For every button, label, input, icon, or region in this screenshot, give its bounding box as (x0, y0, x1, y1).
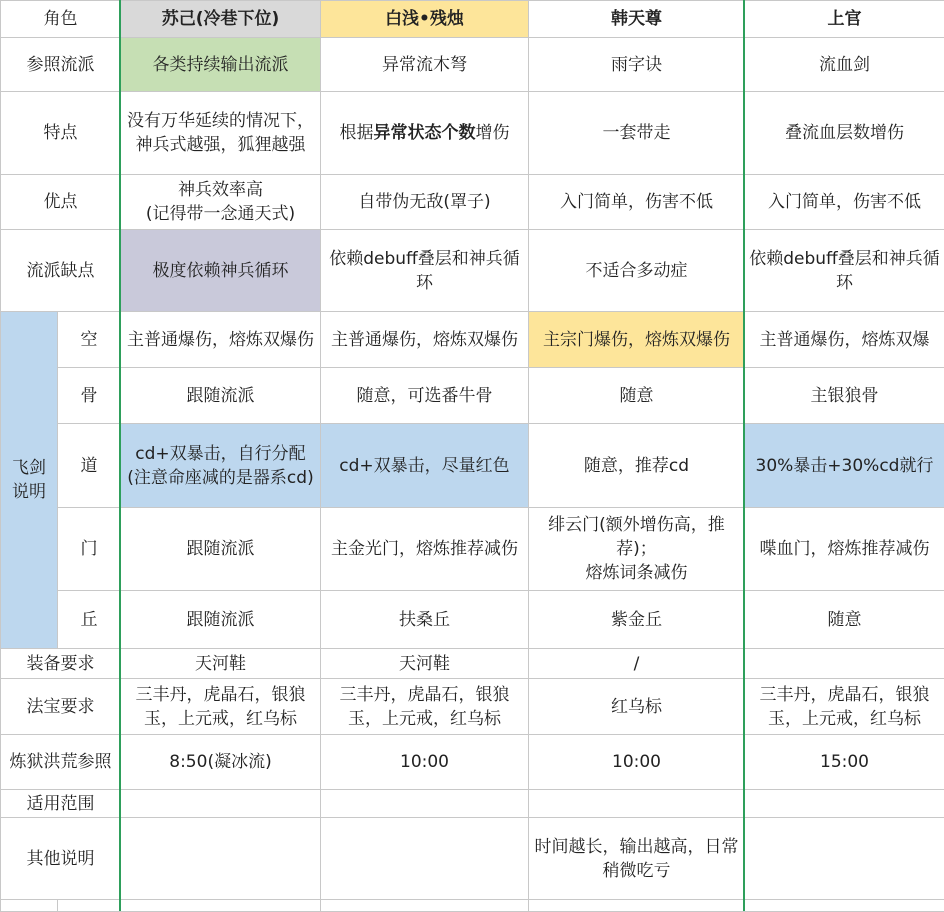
row-label[interactable]: 装备要求 (1, 649, 121, 679)
header-label: 角色 (44, 9, 78, 29)
row-feature (1, 92, 944, 175)
cell[interactable] (745, 818, 944, 900)
cell[interactable]: 一套带走 (529, 92, 745, 175)
cell[interactable] (321, 818, 529, 900)
cell[interactable] (321, 790, 529, 818)
cell[interactable]: 跟随流派 (121, 591, 321, 649)
cell[interactable] (745, 790, 944, 818)
row-scope (1, 790, 944, 818)
sub-label[interactable]: 门 (58, 508, 121, 591)
row-sword-dao (1, 424, 944, 508)
row-label[interactable]: 参照流派 (1, 38, 121, 92)
cell-line: 熔炼词条减伤 (533, 561, 740, 585)
cell[interactable]: 天河鞋 (321, 649, 529, 679)
cell[interactable]: / (529, 649, 745, 679)
sub-label[interactable]: 丘 (58, 591, 121, 649)
row-label[interactable]: 其他说明 (1, 818, 121, 900)
row-label[interactable]: 炼狱洪荒参照 (1, 735, 121, 790)
cell[interactable] (58, 900, 121, 912)
cell[interactable]: 随意 (745, 591, 944, 649)
cell[interactable]: 各类持续输出流派 (121, 38, 321, 92)
row-treasure (1, 679, 944, 735)
cell[interactable]: 紫金丘 (529, 591, 745, 649)
cell[interactable] (529, 790, 745, 818)
row-school (1, 38, 944, 92)
cell[interactable] (321, 92, 529, 175)
cell[interactable]: 时间越长，输出越高，日常稍微吃亏 (529, 818, 745, 900)
cell-line: (记得带一念通天式) (125, 202, 316, 226)
cell[interactable] (121, 790, 321, 818)
cell[interactable] (745, 900, 944, 912)
row-label[interactable]: 优点 (1, 175, 121, 230)
cell[interactable]: 15:00 (745, 735, 944, 790)
header-character-2[interactable]: 白浅•残烛 (321, 1, 529, 38)
header-row (1, 1, 944, 38)
cell[interactable] (121, 818, 321, 900)
cell[interactable]: 10:00 (321, 735, 529, 790)
cell[interactable]: 30%暴击+30%cd就行 (745, 424, 944, 508)
row-sword-gu (1, 368, 944, 424)
cell-line: 神兵效率高 (125, 178, 316, 202)
cell[interactable]: 自带伪无敌(罩子) (321, 175, 529, 230)
header-character-4[interactable]: 上官 (745, 1, 944, 38)
cell-line: 绯云门(额外增伤高，推荐)； (533, 513, 740, 561)
cell[interactable] (529, 508, 745, 591)
cell[interactable]: 依赖debuff叠层和神兵循环 (321, 230, 529, 312)
cell[interactable]: 主普通爆伤，熔炼双爆 (745, 312, 944, 368)
cell[interactable]: 入门简单，伤害不低 (529, 175, 745, 230)
cell[interactable]: 主普通爆伤，熔炼双爆伤 (121, 312, 321, 368)
cell[interactable]: 红乌标 (529, 679, 745, 735)
cell[interactable]: 扶桑丘 (321, 591, 529, 649)
sub-label[interactable]: 道 (58, 424, 121, 508)
cell[interactable]: 异常流木弩 (321, 38, 529, 92)
cell[interactable]: 三丰丹，虎晶石，银狼玉，上元戒，红乌标 (321, 679, 529, 735)
cell-text: 增伤 (476, 123, 510, 143)
cell[interactable] (121, 175, 321, 230)
cell[interactable]: 依赖debuff叠层和神兵循环 (745, 230, 944, 312)
row-label[interactable]: 适用范围 (1, 790, 121, 818)
cell-text: 根据 (340, 123, 374, 143)
row-label[interactable]: 特点 (1, 92, 121, 175)
row-label[interactable]: 流派缺点 (1, 230, 121, 312)
row-pros (1, 175, 944, 230)
cell[interactable] (745, 649, 944, 679)
sub-label[interactable]: 空 (58, 312, 121, 368)
group-label-line: 说明 (5, 480, 53, 504)
cell[interactable]: 三丰丹，虎晶石，银狼玉，上元戒，红乌标 (121, 679, 321, 735)
row-notes (1, 818, 944, 900)
cell[interactable]: 没有万华延续的情况下，神兵式越强，狐狸越强 (121, 92, 321, 175)
cell[interactable]: 极度依赖神兵循环 (121, 230, 321, 312)
cell[interactable]: 主银狼骨 (745, 368, 944, 424)
row-equip (1, 649, 944, 679)
cell[interactable]: 不适合多动症 (529, 230, 745, 312)
header-character-3[interactable]: 韩天尊 (529, 1, 745, 38)
row-sword-kong (1, 312, 944, 368)
cell[interactable]: 跟随流派 (121, 368, 321, 424)
column-boundary-marker (743, 0, 745, 911)
cell[interactable]: 随意，可选番牛骨 (321, 368, 529, 424)
cell[interactable]: 流血剑 (745, 38, 944, 92)
column-boundary-marker (119, 0, 121, 911)
cell[interactable]: 雨字诀 (529, 38, 745, 92)
cell[interactable] (1, 900, 58, 912)
cell-bold-text: 异常状态个数 (374, 123, 476, 143)
cell[interactable]: 随意，推荐cd (529, 424, 745, 508)
cell[interactable]: 随意 (529, 368, 745, 424)
row-sword-men (1, 508, 944, 591)
cell[interactable]: 喋血门，熔炼推荐减伤 (745, 508, 944, 591)
cell[interactable]: 8:50(凝冰流) (121, 735, 321, 790)
cell[interactable]: 叠流血层数增伤 (745, 92, 944, 175)
cell[interactable]: 三丰丹，虎晶石，银狼玉，上元戒，红乌标 (745, 679, 944, 735)
row-partial (1, 900, 944, 912)
cell[interactable]: cd+双暴击，尽量红色 (321, 424, 529, 508)
cell[interactable] (529, 900, 745, 912)
row-sword-qiu (1, 591, 944, 649)
cell[interactable]: 天河鞋 (121, 649, 321, 679)
row-trial (1, 735, 944, 790)
cell[interactable]: 主金光门，熔炼推荐减伤 (321, 508, 529, 591)
row-label[interactable]: 法宝要求 (1, 679, 121, 735)
cell[interactable] (321, 900, 529, 912)
sword-group-label[interactable] (1, 312, 58, 649)
cell[interactable] (121, 900, 321, 912)
cell[interactable]: 主普通爆伤，熔炼双爆伤 (321, 312, 529, 368)
cell[interactable]: 跟随流派 (121, 508, 321, 591)
header-label-cell[interactable] (1, 1, 121, 38)
cell[interactable]: 10:00 (529, 735, 745, 790)
header-character-1[interactable]: 苏己(冷巷下位) (121, 1, 321, 38)
sub-label[interactable]: 骨 (58, 368, 121, 424)
cell[interactable]: 入门简单，伤害不低 (745, 175, 944, 230)
cell[interactable]: cd+双暴击，自行分配(注意命座减的是器系cd) (121, 424, 321, 508)
row-cons (1, 230, 944, 312)
cell[interactable]: 主宗门爆伤，熔炼双爆伤 (529, 312, 745, 368)
group-label-line: 飞剑 (5, 456, 53, 480)
